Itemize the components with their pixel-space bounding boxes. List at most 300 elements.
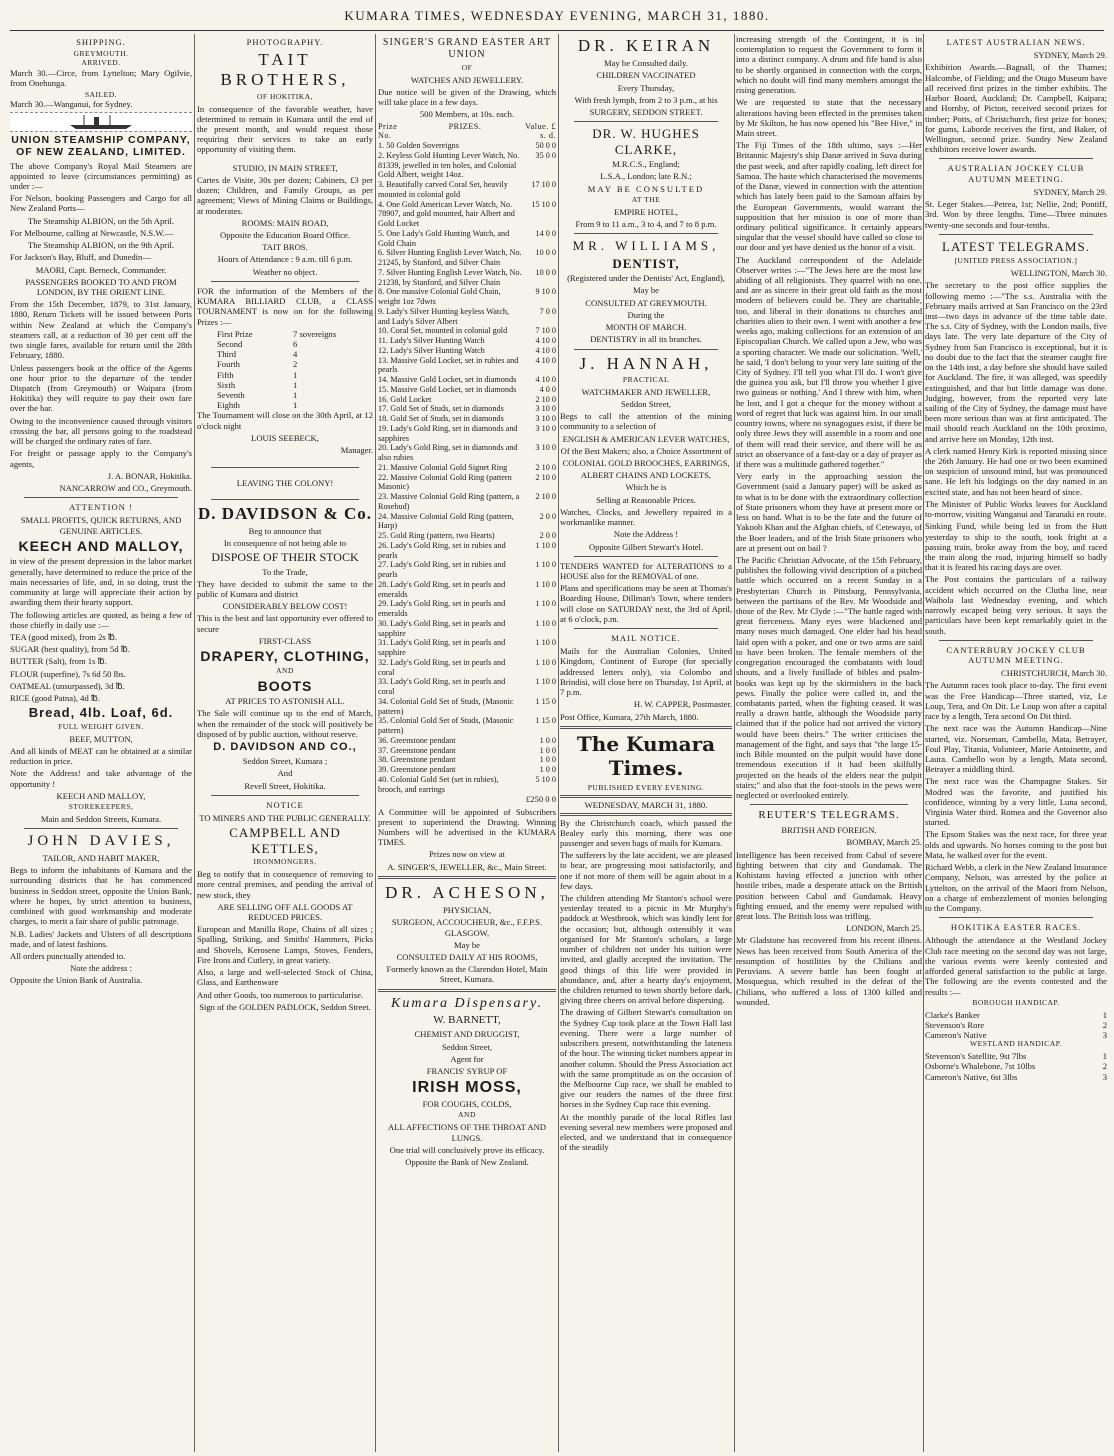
jh-text: Which he is	[625, 482, 667, 493]
prize-value: 1 10 0	[535, 657, 556, 667]
prize-header: Prize No. PRIZES. Value. £ s. d.	[378, 121, 556, 141]
prize-value: 2 10 0	[535, 492, 556, 502]
prize-row	[378, 141, 556, 151]
usc-text: The Steamship ALBION, on the 9th April.	[27, 240, 175, 251]
prize-description: 16. Gold Locket	[378, 394, 432, 404]
race-result: Stevenson's Satellite, 9st 7lbs 1	[925, 1051, 1107, 1062]
prize-description: 22. Massive Colonial Gold Ring (pattern Masonic)	[378, 472, 512, 492]
prize-value: 7 0 0	[539, 306, 556, 316]
keiran-text: CHILDREN VACCINATED	[596, 70, 696, 81]
leaving-heading: LEAVING THE COLONY!	[236, 478, 334, 489]
news-paragraph: The Post contains the particulars of a railway accident which occurred on the Clutha line, near Waihola last Wednesday evening, and which narrowly escaped being very serious. It says the particulars have been kept remarkably quiet in the south.	[925, 574, 1107, 636]
jh-text: Of the Best Makers; also, a Choice Assortment of	[560, 445, 732, 456]
dd-text: CONSIDERABLY BELOW COST!	[222, 601, 348, 612]
prize-value: 1 10 0	[535, 618, 556, 628]
singer-text: A. SINGER'S, JEWELLER, &c., Main Street.	[387, 861, 547, 872]
column-rule	[375, 34, 376, 1452]
dateline: WELLINGTON, March 30.	[1010, 268, 1107, 279]
dateline: SYDNEY, March 29.	[1033, 186, 1107, 197]
jd-sub: TAILOR, AND HABIT MAKER,	[42, 853, 160, 864]
prize-row	[378, 229, 556, 249]
hc-text: M.R.C.S., England;	[612, 159, 680, 170]
prize-row	[378, 287, 556, 307]
jd-text: All orders punctually attended to.	[10, 950, 126, 961]
prize-description: 1. 50 Golden Sovereigns	[378, 141, 459, 151]
prize-description: 28. Lady's Gold Ring, set in pearls and emeralds	[378, 579, 506, 599]
tenders-text: TENDERS WANTED for ALTERATIONS to a HOUSE also for the REMOVAL of one.	[560, 560, 732, 581]
prize-row	[378, 658, 556, 678]
campbell-kettles-title: CAMPBELL AND KETTLES,	[229, 825, 341, 856]
acheson-title: DR. ACHESON,	[385, 882, 549, 902]
jd-text: Note the address :	[70, 963, 132, 974]
prize-row	[378, 560, 556, 580]
prize-row	[378, 268, 556, 288]
prize-value: 2 10 0	[535, 394, 556, 404]
dd-text: In consequence of not being able to	[223, 538, 347, 549]
hughes-clarke-title: DR. W. HUGHES CLARKE,	[592, 126, 700, 157]
prize-row	[378, 414, 556, 424]
column-rule	[923, 34, 924, 1452]
masthead-title: KUMARA TIMES, WEDNESDAY EVENING, MARCH 31, 1880.	[344, 8, 770, 23]
billiard-signature: LOUIS SEEBECK,	[251, 432, 319, 443]
usc-text: The above Company's Royal Mail Steamers are appointed to leave (circumstances permitting) as under :—	[10, 160, 192, 192]
prize-value: 1 0 0	[539, 765, 556, 775]
prize-description: 14. Massive Gold Locket, set in diamonds	[378, 375, 517, 385]
williams-title: MR. WILLIAMS,	[572, 238, 720, 254]
ck-text: European and Manilla Rope, Chains of all sizes ; Spalling, Striking, and Smiths' Hammers, Picks and Shovels, Kerosene Lamps, Stoves, Fenders, Fire Irons and Cutlery, in great variety.	[197, 924, 373, 965]
dd-text: They have decided to submit the same to the public of Kumara and district	[197, 578, 373, 599]
prize-row	[378, 775, 556, 795]
dentist-heading: DENTIST,	[612, 255, 680, 271]
shipping-heading: SHIPPING.	[76, 37, 126, 47]
prize-row	[378, 375, 556, 385]
news-paragraph: A clerk named Henry Kirk is reported missing since the 26th January. He had one or two been examined on suspicion of unsound mind, but was pronounced sane. He left his lodgings on the day named in an excited state, and has not been heard of since.	[925, 445, 1107, 497]
usc-text: From the 15th December, 1879, to 31st January, 1880, Return Tickets will be issued between Ports within New Zealand at which the Company's steamers call, at a reduction of 30 per cent off the two single fares, available for return until the 28th February, 1880.	[10, 299, 192, 361]
prize-description: 17. Gold Set of Studs, set in diamonds	[378, 404, 504, 414]
column-1	[10, 34, 192, 1452]
mw-text: (Registered under the Dentists' Act, England),	[567, 273, 725, 284]
singer-text: A Committee will be appointed of Subscribers present to superintend the Drawing. Winning Numbers will be advertised in the KUMARA TIMES.	[378, 806, 556, 848]
kd-text: Seddon Street,	[441, 1041, 493, 1052]
tenders-text: Plans and specifications may be seen at Thomas's Boarding House, Dillman's Town, where tenders will close on SATURDAY next, the 3rd of April, at 6 o'clock, p.m.	[560, 583, 732, 624]
billiard-text: FOR the information of the Members of the KUMARA BILLIARD CLUB, a CLASS TOURNAMENT is now on for the following Prizes :—	[197, 285, 373, 327]
prize-row	[378, 404, 556, 414]
prize-description: 7. Silver Hunting English Lever Watch, No. 21238, by Stanford, and Silver Chain	[378, 267, 522, 287]
news-paragraph: Mr Gladstone has recovered from his recent illness. News has been received from South America of the resumption of hostilities by the Chilians and Peruvians. A severe battle has been fought at Mosquegua, which resulted in the defeat of the Chilians, who suffered a loss of 1300 killed and wounded.	[736, 935, 922, 1007]
prize-value: 1 10 0	[535, 540, 556, 550]
bread-sub: FULL WEIGHT GIVEN.	[58, 721, 144, 731]
dd-text: AT PRICES TO ASTONISH ALL.	[225, 696, 345, 707]
prize-value: 15 10 0	[531, 199, 556, 209]
davidson-title: D. DAVIDSON & Co.	[198, 503, 372, 523]
davidson-signature: D. DAVIDSON AND CO.,	[213, 741, 357, 754]
prize-row	[378, 541, 556, 561]
mw-text: MONTH OF MARCH.	[605, 322, 687, 333]
prize-description: 23. Massive Colonial Gold Ring (pattern, a Rosebud)	[378, 492, 520, 511]
billiard-signature: Manager.	[340, 445, 373, 456]
prize-row	[378, 677, 556, 697]
prize-row	[378, 492, 556, 512]
prize-description: 18. Gold Set of Studs, set in diamonds	[378, 414, 504, 424]
hc-text: AT THE	[631, 194, 661, 204]
prize-row	[378, 180, 556, 200]
prize-value: 9 10 0	[535, 287, 556, 297]
latest-australian-heading: LATEST AUSTRALIAN NEWS.	[946, 37, 1086, 47]
mw-text: CONSULTED AT GREYMOUTH.	[585, 297, 707, 308]
billiard-prize: Second 6	[217, 338, 298, 349]
tb-text: In consequence of the favorable weather, have determined to remain in Kumara until the end of the present month, and would request those requiring their services to take an early opportunity of visiting them.	[197, 103, 373, 155]
kd-text: W. BARNETT,	[433, 1014, 501, 1027]
dd-text: This is the best and last opportunity ever offered to secure	[197, 613, 373, 634]
prize-description: 40. Colonial Gold Set (set in rubies), brooch, and earrings	[378, 774, 499, 794]
prize-row	[378, 356, 556, 376]
prize-description: 3. Beautifully carved Coral Set, heavily mounted in colonial gold	[378, 180, 508, 199]
kd-text: CHEMIST AND DRUGGIST,	[414, 1029, 520, 1040]
prize-value: 2 10 0	[535, 462, 556, 472]
mw-text: During the	[627, 309, 665, 320]
prize-description: 39. Greenstone pendant	[378, 765, 456, 775]
prize-row	[378, 200, 556, 229]
prize-row	[378, 716, 556, 736]
ck-text: ARE SELLING OFF ALL GOODS AT REDUCED PRICES.	[217, 901, 353, 923]
usc-text: Owing to the inconvenience caused through visitors crossing the bar, all persons going to the roadstead will be charged the ordinary rates of fare.	[10, 415, 192, 447]
prize-row	[378, 346, 556, 356]
jd-text: Opposite the Union Bank of Australia.	[10, 975, 143, 986]
prize-description: 13. Massive Gold Locket, set in rubies and pearls	[378, 355, 519, 375]
prize-description: 8. One massive Colonial Gold Chain, weight 1oz 7dwts	[378, 287, 501, 307]
prize-value: 4 10 0	[535, 336, 556, 346]
editorial-paragraph: The sufferers by the late accident, we are pleased to hear, are progressing most satisfactorily, and one if not more of them will be again about in a few days.	[560, 850, 732, 891]
arrival-entry: March 30.—Circe, from Lyttelton; Mary Ogilvie, from Onehunga.	[10, 68, 192, 89]
jh-text: COLONIAL GOLD BROOCHES, EARRINGS,	[562, 457, 730, 468]
prize-row	[378, 326, 556, 336]
jh-text: Seddon Street,	[620, 398, 672, 409]
hc-text: MAY BE CONSULTED	[587, 183, 705, 194]
irish-moss-heading: IRISH MOSS,	[412, 1079, 522, 1097]
news-paragraph: The Minister of Public Works leaves for Auckland to-morrow, visiting Wanganui and Taranaki en route.	[925, 498, 1107, 520]
prize-value: 1 10 0	[535, 599, 556, 609]
km-text: The following articles are quoted, as being a few of those chiefly in daily use :—	[10, 609, 192, 630]
race-heading: BOROUGH HANDICAP.	[972, 997, 1060, 1007]
billiard-prize: First Prize 7 sovereigns	[217, 328, 337, 339]
usc-text: For freight or passage apply to the Company's agents,	[10, 448, 192, 469]
prize-row	[378, 512, 556, 532]
billiard-text: The Tournament will close on the 30th April, at 12 o'clock night	[197, 410, 373, 431]
ck-text: Also, a large and well-selected Stock of China, Glass, and Earthenware	[197, 967, 373, 988]
prize-row	[378, 619, 556, 639]
prize-description: 20. Lady's Gold Ring, set in diamonds and also rubies	[378, 443, 518, 463]
dateline: CHRISTCHURCH, March 30.	[1001, 668, 1107, 679]
dd-signature: Seddon Street, Kumara ;	[242, 756, 328, 767]
tait-brothers-title: TAIT BROTHERS,	[220, 50, 350, 90]
ach-text: Formerly known as the Clarendon Hotel, Main Street, Kumara.	[386, 964, 548, 985]
singer-of: OF	[461, 62, 473, 72]
km-text: in view of the present depression in the labor market generally, have determined to reduce the price of the main necessaries of life, and, in so doing, trust the community at large will appreciate their action by awarding them their hearty support.	[10, 556, 192, 608]
news-paragraph: The Epsom Stakes was the next race, for three year olds and upwards. No horses coming to the post but Mata, he walked over for the event.	[925, 829, 1107, 860]
race-result: Osborne's Whalebone, 7st 10lbs 2	[925, 1061, 1107, 1072]
shipping-port: GREYMOUTH.	[73, 49, 129, 59]
race-result: Clarke's Banker 1	[925, 1009, 1107, 1020]
singer-text: Prizes now on view at	[429, 849, 505, 860]
usc-text: For Melbourne, calling at Newcastle, N.S.W.—	[10, 227, 174, 238]
kt-date: WEDNESDAY, MARCH 31, 1880.	[584, 800, 708, 811]
billiard-prize: Eighth 1	[217, 400, 298, 411]
kd-text: AND	[458, 1110, 476, 1120]
price-item: BUTTER (Salt), from 1s ℔.	[10, 656, 107, 667]
prize-row	[378, 151, 556, 180]
singer-sub: WATCHES AND JEWELLERY.	[410, 74, 524, 85]
tb-rooms: ROOMS: MAIN ROAD,	[241, 217, 329, 228]
hannah-title: J. HANNAH,	[579, 353, 713, 373]
dd-text: To the Trade,	[262, 566, 308, 577]
race-result: Cameron's Native, 6st 3lbs 3	[925, 1071, 1107, 1082]
prize-value: 7 10 0	[535, 326, 556, 336]
dd-text: The Sale will continue up to the end of March, when the remainder of the stock will positively be disposed of by public auction, without reserve.	[197, 708, 373, 739]
prize-value: 10 0 0	[535, 248, 556, 258]
cjc-heading: CANTERBURY JOCKEY CLUB AUTUMN MEETING.	[946, 644, 1086, 665]
prize-value: 2 10 0	[535, 472, 556, 482]
hc-text: EMPIRE HOTEL,	[614, 206, 678, 217]
dd-text: AND	[276, 665, 294, 675]
column-6	[925, 34, 1107, 1452]
kd-text: ALL AFFECTIONS OF THE THROAT AND LUNGS.	[388, 1122, 546, 1143]
prize-value: 3 10 0	[535, 443, 556, 453]
billiard-prize-list	[197, 329, 373, 411]
billiard-prize: Sixth 1	[217, 379, 298, 390]
prize-description: 25. Gold Ring (pattern, two Hearts)	[378, 531, 495, 541]
prize-value: 3 10 0	[535, 404, 556, 414]
keiran-text: May be Consulted daily.	[604, 58, 688, 69]
news-paragraph: St. Leger Stakes.—Petrea, 1st; Nellie, 2nd; Pontiff, 3rd. Won by three lengths. Time—Three minutes twenty-one seconds and four-tenths.	[925, 199, 1107, 230]
jh-text: ALBERT CHAINS AND LOCKETS,	[580, 470, 712, 481]
km-signature: STOREKEEPERS,	[68, 802, 134, 812]
billiard-prize: Fourth 2	[217, 359, 298, 370]
price-item: FLOUR (superfine), 7s 6d 50 lbs.	[10, 668, 126, 679]
ck-text: Beg to notify that in consequence of removing to more central premises, and pending the arrival of new stock, they	[197, 869, 373, 900]
column-rule	[558, 34, 559, 1452]
prize-row	[378, 531, 556, 541]
prize-value: 2 0 0	[539, 511, 556, 521]
prize-description: 33. Lady's Gold Ring, set in pearls and coral	[378, 677, 506, 697]
prize-description: 35. Colonial Gold Set of Studs, (Masonic pattern)	[378, 716, 514, 736]
prize-value: 1 10 0	[535, 579, 556, 589]
prize-row	[378, 248, 556, 268]
prize-description: 5. One Lady's Gold Hunting Watch, and Gold Chain	[378, 228, 510, 248]
news-paragraph: Very early in the approaching session the Government (said a January paper) will be asked as to what is to be done with the extraordinary collection of State prisoners whom they have at present more or less on hand. What is to be the fate and the future of Yakoob Khan and the Afghan chiefs, of Cetewayo, of the Boer leaders, and of the Irish State prisoners who are at present out on bail ?	[736, 471, 922, 553]
photography-heading: PHOTOGRAPHY.	[246, 37, 324, 47]
news-paragraph: Richard Webb, a clerk in the New Zealand Insurance Company, Nelson, was arrested by the police at Lyttelton, on the arrival of the Maori from Nelson, on a charge of embezzlement of monies belonging to the Company.	[925, 862, 1107, 914]
news-paragraph: Intelligence has been received from Cabul of severe fighting between that city and Gundamak. The Kohistans having effected a junction with other hostile tribes, made a desperate attack on the British position between Cabul and Gundamak. Heavy fighting ensued, and the enemy were repulsed with great loss. The British loss was trifling.	[736, 849, 922, 922]
mw-text: DENTISTRY in all its branches.	[590, 334, 702, 345]
news-paragraph: The Auckland correspondent of the Adelaide Observer writes :—"The Jews here are the most law abiding of all religionists. They quarrel with no one, and are as sincere in their great old faith as the most modern of believers could be. They are charitable, too, and liberal in their donations to churches and charities alien to their own. I went with another a few weeks ago, making collections for an extension of an Episcopalian Church. We called upon a Jew, who was a sporting character. We made our solicitation. 'Well,' he said, 'I don't belong to your very late suiting of the City of Sydney. I'll tell you what I'll do. I won't give the guinea you ask, but I'll throw you whether I give two guineas or nothing.' And I threw with him, when he lost, and I got a cheque for the money without a word of regret that luck was against him. In our small country towns, where no synagogues exist, if there be only three Jews they will assemble in a room and one of them will read their service, and there will be as strict an observance of a fast-day or a day of prayer as if there was a multitude gathered together."	[736, 254, 922, 469]
usc-text: The Steamship ALBION, on the 5th April.	[27, 215, 175, 226]
column-5	[736, 34, 922, 1452]
news-paragraph: Exhibition Awards.—Bagnall, of the Thames; Halcombe, of Fielding; and the Otago Museum have all received first prizes in the timber exhibits. The Harbor Board, Auckland; Dr. Campbell, Kaipara; and Hornby, of Picton, received second prizes for timber; Potts, of Christchurch, first prize for bones; for gums, Laborde receives the first, and Baker, of Wellington, second prize. Sundry New Zealand exhibitors receive lower awards.	[925, 62, 1107, 155]
prize-row	[378, 697, 556, 717]
prize-value: 10 0 0	[535, 267, 556, 277]
mail-text: Post Office, Kumara, 27th March, 1880.	[560, 711, 699, 722]
mail-text: Mails for the Australian Colonies, United Kingdom, Continent of Europe (for specially addressed letters only), via Colombo and Brindisi, will close here on Thursday, 1st April, at 7 p.m.	[560, 646, 732, 698]
column-2	[197, 34, 373, 1452]
prize-value: 3 10 0	[535, 423, 556, 433]
prize-row	[378, 385, 556, 395]
kd-text: FOR COUGHS, COLDS,	[422, 1099, 512, 1110]
km-signature: Main and Seddon Streets, Kumara.	[40, 813, 162, 824]
ck-sub: IRONMONGERS,	[253, 857, 317, 867]
prize-value: 3 10 0	[535, 414, 556, 424]
attention-sub: SMALL PROFITS, QUICK RETURNS, AND GENUINE ARTICLES.	[20, 515, 182, 536]
prize-list	[378, 141, 556, 794]
prize-description: 6. Silver Hunting English Lever Watch, No. 21245, by Stanford, and Silver Chain	[378, 248, 522, 268]
prize-description: 4. One Gold American Lever Watch, No. 78907, and gold mounted, hair Albert and Gold Locket	[378, 199, 515, 229]
prize-value: 1 15 0	[535, 716, 556, 726]
kd-text: Opposite the Bank of New Zealand.	[405, 1157, 529, 1168]
news-paragraph: The secretary to the post office supplies the following memo :—"The s.s. Australia with the February mails arrived at San Francisco on the 23rd inst—two days in advance of the time table date. The s.s. City of Sydney, with the London mails, five days late. The very late departure of the City of Sydney from San Francisco is exceptional, but it is no doubt due to the fact that the steamer caught fire on the 14th inst, a day before she should have sailed for Auckland. The fire, it was alleged, was speedily extinguished, and that but little damage was done. Judging, however, from the reported very late sailing of the City of Sydney, the damage must have been more serious than was at first anticipated. The mail should reach Auckland on the 10th proximo, and arrive here on Monday, 12th inst.	[925, 280, 1107, 444]
column-rule	[194, 34, 195, 1452]
prize-row	[378, 580, 556, 600]
drapery-heading: DRAPERY, CLOTHING,	[200, 648, 370, 665]
ajc-heading: AUSTRALIAN JOCKEY CLUB AUTUMN MEETING.	[947, 163, 1085, 184]
prize-row	[378, 473, 556, 493]
jh-text: Watches, Clocks, and Jewellery repaired in a workmanlike manner.	[560, 506, 732, 528]
ck-text: Sign of the GOLDEN PADLOCK, Seddon Street.	[199, 1001, 371, 1012]
news-paragraph: The Pacific Christian Advocate, of the 15th February, publishes the following vivid description of a pitched battle which occurred on a recent Sunday in a Presbyterian Church in Pittsburg, Pennsylvania, between the partisans of the Rev. Mr Woodside and those of the Rev. Mr Clyde :—"The battle raged with great fierceness. Many eyes were blackened and many noses much damaged. One elder had his head laid open with a poker, and one or two arms are said to have been broken. The female members of the congregation encouraged the combatants with loud shouts, and a lively fusillade of bibles and psalm-books was kept up by the skirmishers in the back pews. Finally the police were called in, and the combatants parted, when the fighting ceased. It was really a drawn battle, although the Woodside party claimed that if the police had not arrived the victory would have been theirs." The writer criticises the management of the fight, and says that "the large 15-inch Bible mounted on the pulpit would have done tremendous execution if it had been skilfully projected on the heads of the elders near the pulpit stairs;" and also that the foot-stools in the pews were neglected or overlooked entirely.	[736, 554, 922, 800]
ach-text: CONSULTED DAILY AT HIS ROOMS,	[396, 951, 538, 962]
editorial-paragraph: By the Christchurch coach, which passed the Bealey early this morning, there was one passenger and seven bags of mails for Kumara.	[560, 817, 732, 848]
usc-signature: NANCARROW and CO., Greymouth.	[59, 482, 192, 493]
usc-text: Unless passengers book at the office of the Agents one hour prior to the departure of the tender Dispatch (from Greymouth) or Waipara (from Hokitika) they will require to pay their own fare over the bar.	[10, 362, 192, 414]
prize-row	[378, 736, 556, 746]
prize-value: 1 15 0	[535, 696, 556, 706]
hc-text: L.S.A., London; late R.N.;	[600, 171, 692, 182]
prize-value: 1 10 0	[535, 638, 556, 648]
kd-text: One trial will conclusively prove its efficacy.	[389, 1144, 545, 1155]
news-paragraph: Although the attendance at the Westland Jockey Club race meeting on the second day was not large, the various events were keenly contested and afforded general satisfaction to the public at large. The following are the events contested and the results :—	[925, 935, 1107, 997]
prize-value: 50 0 0	[535, 141, 556, 151]
keech-malloy-title: KEECH AND MALLOY,	[18, 537, 184, 554]
prize-description: 9. Lady's Silver Hunting keyless Watch, and Lady's Silver Albert	[378, 306, 509, 326]
ach-text: SURGEON, ACCOUCHEUR, &c., F.F.P.S. GLASGOW,	[391, 917, 543, 938]
ach-text: PHYSICIAN,	[443, 905, 491, 916]
prize-value: 1 0 0	[539, 745, 556, 755]
tb-hours: Hours of Attendance : 9 a.m. till 6 p.m.	[217, 254, 353, 265]
column-4	[560, 34, 732, 1452]
prize-value: 1 10 0	[535, 677, 556, 687]
dateline: LONDON, March 25.	[846, 923, 922, 934]
usc-text: MAORI, Capt. Berneck, Commander.	[35, 264, 167, 275]
prize-description: 31. Lady's Gold Ring, set in pearls and sapphire	[378, 638, 506, 658]
prize-total: £250 0 0	[525, 794, 556, 805]
keiran-title: DR. KEIRAN	[577, 36, 715, 55]
prize-value: 1 10 0	[535, 560, 556, 570]
latest-telegrams-heading: LATEST TELEGRAMS.	[942, 238, 1090, 254]
prize-value: 2 0 0	[539, 531, 556, 541]
dd-text: Beg to announce that	[248, 525, 322, 536]
kumara-times-nameplate: The Kumara Times.	[576, 731, 716, 780]
prize-row	[378, 336, 556, 346]
reuters-heading: REUTER'S TELEGRAMS.	[758, 809, 900, 822]
news-paragraph: We are requested to state that the necessary alterations having been effected in the premises taken by Mr Skilton, he has now opened his "Bee Hive," in Main street.	[736, 97, 922, 138]
tb-text: Cartes de Visite, 30s per dozen; Cabinets, £3 per dozen; Children, and Family Groups, as per agreement; Views of Mining Claims or Buildings, at moderates.	[197, 174, 373, 216]
prize-description: 2. Keyless Gold Hunting Lever Watch, No. 81339, jewelled in ten holes, and Colonial Gold Albert, weight 14oz.	[378, 150, 520, 180]
race-result: Cameron's Native 3	[925, 1030, 1107, 1041]
jh-text: Note the Address !	[613, 529, 679, 540]
meat-head: BEEF, MUTTON,	[69, 733, 133, 744]
race-heading: WESTLAND HANDICAP.	[970, 1039, 1062, 1049]
hc-text: From 9 to 11 a.m., 3 to 4, and 7 to 8 p.m.	[575, 219, 717, 230]
prize-description: 32. Lady's Gold Ring, set in pearls and coral	[378, 657, 506, 677]
prize-description: 29. Lady's Gold Ring, set in pearls and emeralds	[378, 599, 506, 619]
usc-text: For Nelson, booking Passengers and Cargo for all New Zealand Ports—	[10, 193, 192, 214]
price-item: TEA (good mixed), from 2s ℔.	[10, 632, 118, 643]
prize-description: 34. Colonial Gold Set of Studs, (Masonic pattern)	[378, 696, 514, 716]
prize-value: 1 0 0	[539, 755, 556, 765]
masthead	[10, 4, 1104, 31]
prize-description: 27. Lady's Gold Ring, set in rubies and pearls	[378, 560, 506, 580]
prize-row	[378, 395, 556, 405]
tb-rooms: Opposite the Education Board Office.	[220, 229, 350, 240]
dd-signature: Revell Street, Hokitika.	[244, 780, 326, 791]
prize-description: 15. Massive Gold Locket, set in diamonds	[378, 384, 517, 394]
prize-value: 4 10 0	[535, 345, 556, 355]
notice-sub: TO MINERS AND THE PUBLIC GENERALLY.	[199, 813, 371, 824]
prize-description: 37. Greenstone pendant	[378, 745, 456, 755]
prize-row	[378, 443, 556, 463]
mail-heading: MAIL NOTICE.	[611, 633, 681, 644]
steamship-icon	[10, 112, 192, 132]
news-paragraph: The Fiji Times of the 18th ultimo, says :—Her Britannic Majesty's ship Danæ arrived in Suva during the past week, and after rapidly coaling, left direct for Samoa. The haste which characterised the movements of the Danæ, viewed in connection with the attention which has lately been paid to the Samoan affairs by the European Governments, would warrant the supposition that her mission is one of more than ordinary political significance. It certainly appears singular that the vessel should have called so close to our door and yet have denied us the honor of a visit.	[736, 140, 922, 253]
kd-text: FRANCIS' SYRUP OF	[426, 1066, 508, 1076]
prize-description: 30. Lady's Gold Ring, set in pearls and sapphire	[378, 618, 506, 638]
km-text: Note the Address! and take advantage of the opportunity !	[10, 768, 192, 789]
dispensary-arch-title: Kumara Dispensary.	[391, 995, 543, 1011]
mw-text: May be	[632, 285, 659, 296]
editorial-paragraph: The drawing of Gilbert Stewart's consultation on the Sydney Cup took place at the Town Hall last evening. There were a large number of subscribers present, notwithstanding the lateness of the hour. The winning ticket numbers appear in another column. Should the Press Association act with the same promptitude as on the occasion of the Melbourne Cup race, we shall be enabled to give our readers the names of the three first horses in the Sydney Cup race this evening.	[560, 1007, 732, 1110]
jh-text: Selling at Reasonable Prices.	[596, 494, 696, 505]
column-rule	[734, 34, 735, 1452]
prize-row	[378, 599, 556, 619]
upa-line: [UNITED PRESS ASSOCIATION.]	[954, 256, 1078, 266]
singer-text: 500 Members, at 10s. each.	[419, 109, 515, 120]
prize-row	[378, 463, 556, 473]
boots-heading: BOOTS	[257, 677, 313, 694]
kt-pub: PUBLISHED EVERY EVENING.	[587, 783, 705, 793]
jh-text: ENGLISH & AMERICAN LEVER WATCHES,	[562, 433, 730, 444]
usc-text: For Jackson's Bay, Bluff, and Dunedin—	[10, 252, 151, 263]
editorial-paragraph: The children attending Mr Stanton's school were yesterday treated to a picnic in Mr Murphy's paddock at Westbrook, which was kindly lent for the occasion; but, although ostensibly it was organised for Mr Stanton's scholars, a large number of children not under his tuition were invited, and gladly accepted the invitation. The good things of this life were provided in abundance, and, after a hearty day's enjoyment, the children returned to town shortly before dark, giving three cheers on arrival before dispersing.	[560, 893, 732, 1006]
prize-description: 12. Lady's Silver Hunting Watch	[378, 345, 485, 355]
usc-signature: J. A. BONAR, Hokitika.	[107, 470, 192, 481]
prize-value: 14 0 0	[535, 228, 556, 238]
ach-text: May be	[453, 939, 480, 950]
keiran-text: With fresh lymph, from 2 to 3 p.m., at his	[574, 94, 718, 105]
dd-signature: And	[277, 768, 293, 779]
kd-text: Agent for	[450, 1053, 484, 1064]
dateline: SYDNEY, March 29.	[1033, 50, 1107, 61]
attention-heading: ATTENTION !	[69, 502, 133, 513]
column-3	[378, 34, 556, 1452]
jh-text: Begs to call the attention of the mining community to a selection of	[560, 411, 732, 432]
union-steamship-title: UNION STEAMSHIP COMPANY, OF NEW ZEALAND, LIMITED.	[11, 133, 191, 159]
meat-text: And all kinds of MEAT can be obtained at a similar reduction in price.	[10, 745, 192, 767]
jh-text: WATCHMAKER AND JEWELLER,	[581, 386, 711, 397]
prize-row	[378, 638, 556, 658]
prize-value: 4 10 0	[535, 355, 556, 365]
prize-description: 24. Massive Colonial Gold Ring (pattern, Harp)	[378, 511, 514, 531]
dd-text: FIRST-CLASS	[258, 635, 312, 646]
prize-row	[378, 307, 556, 327]
tb-studio: STUDIO, IN MAIN STREET,	[232, 162, 338, 173]
